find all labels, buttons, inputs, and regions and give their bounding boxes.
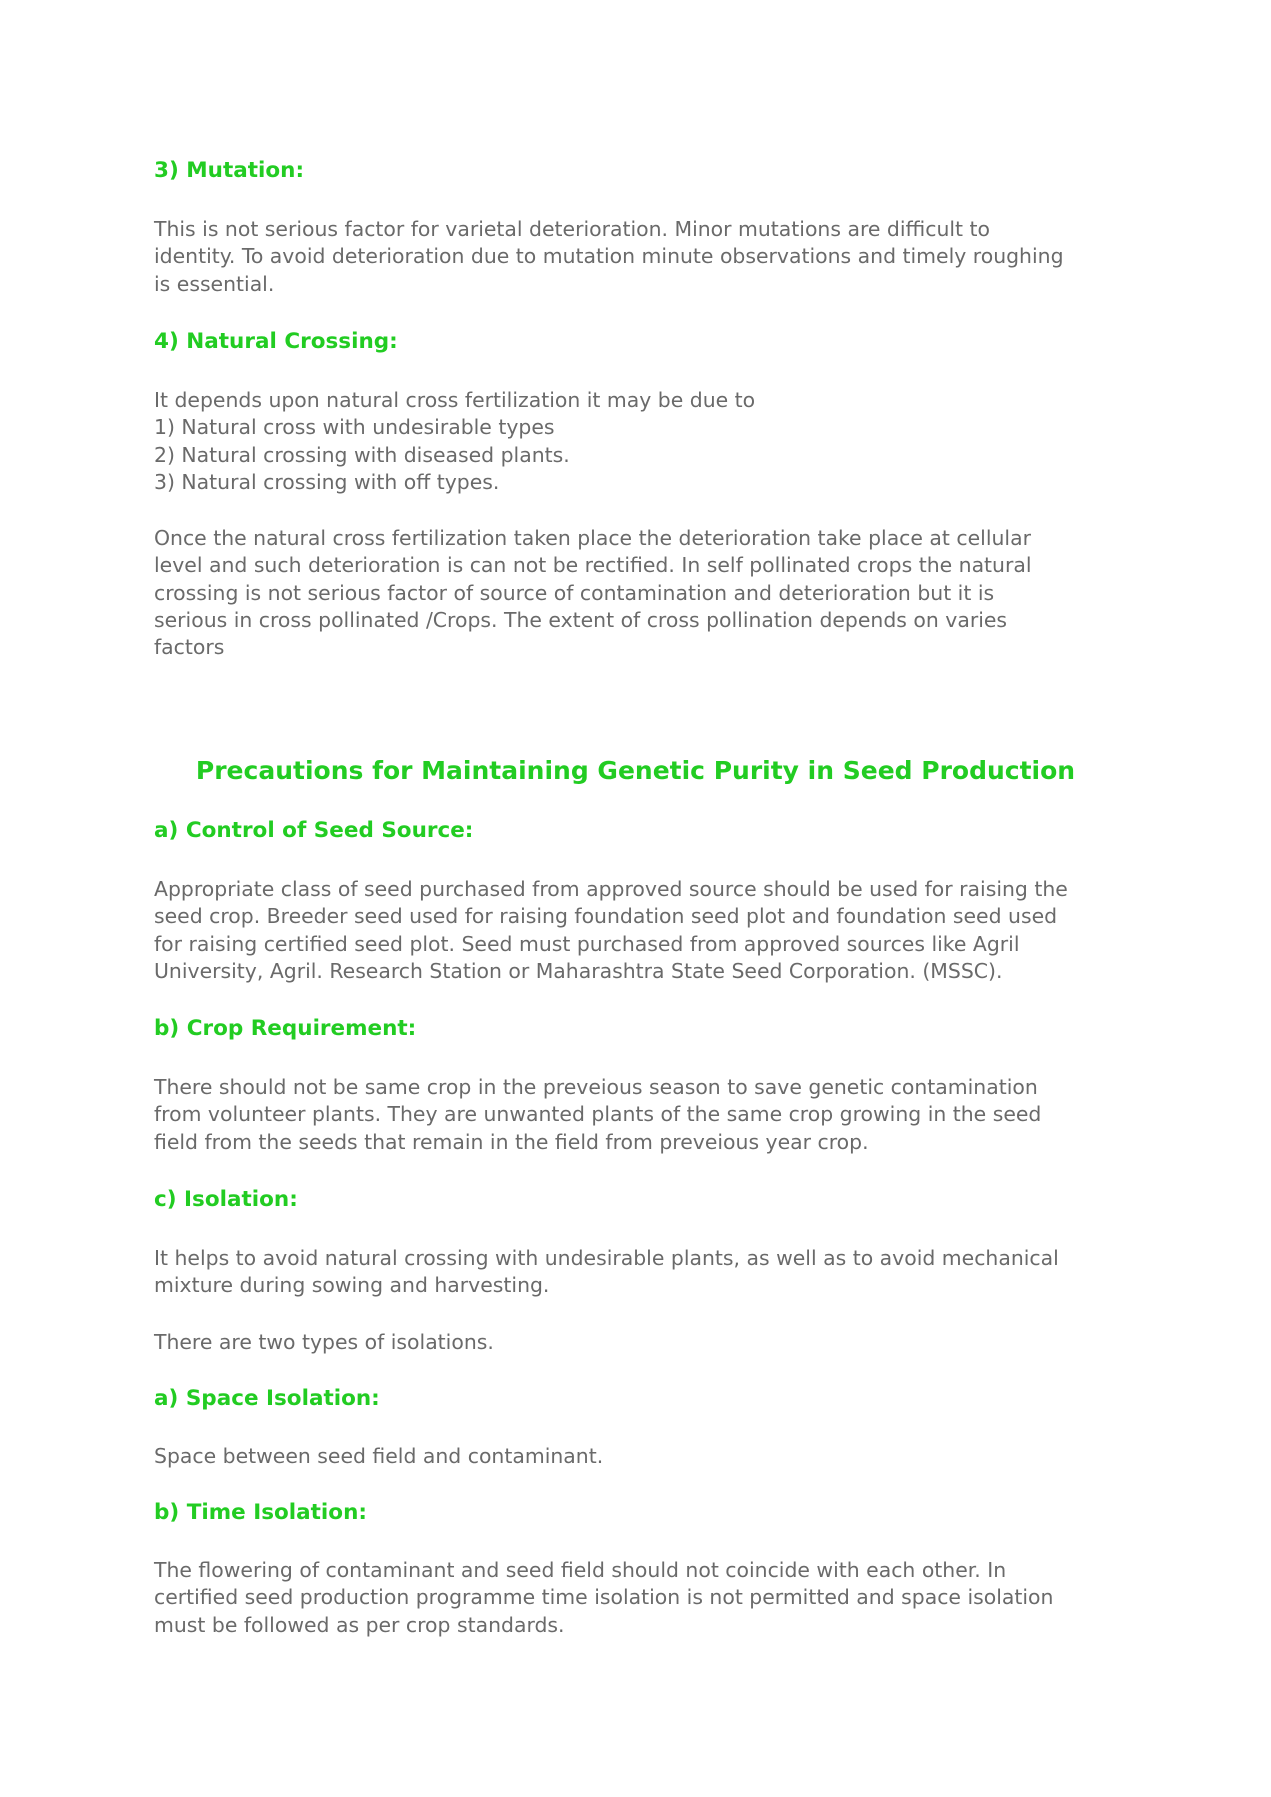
text-line: serious in cross pollinated /Crops. The extent of cross pollination depends on varies	[154, 607, 1008, 632]
natural-crossing-paragraph	[154, 525, 1032, 661]
text-line: field from the seeds that remain in the field from preveious year crop.	[154, 1129, 869, 1154]
text-line: 3) Natural crossing with off types.	[154, 469, 500, 494]
seed-source-heading: a) Control of Seed Source:	[154, 818, 474, 843]
natural-crossing-list	[154, 387, 755, 496]
text-line: University, Agril. Research Station or Maharashtra State Seed Corporation. (MSSC).	[154, 958, 1003, 983]
text-line: Once the natural cross fertilization taken place the deterioration take place at cellular	[154, 526, 1031, 550]
isolation-types-line: There are two types of isolations.	[154, 1330, 494, 1354]
text-line: crossing is not serious factor of source of contamination and deterioration but it is	[154, 580, 995, 605]
crop-requirement-heading: b) Crop Requirement:	[154, 1016, 417, 1041]
text-line: identity. To avoid deterioration due to mutation minute observations and timely roughing	[154, 244, 1064, 269]
text-line: This is not serious factor for varietal deterioration. Minor mutations are difficult to	[154, 217, 990, 241]
seed-source-paragraph	[154, 876, 1068, 985]
text-line: 2) Natural crossing with diseased plants.	[154, 442, 570, 467]
text-line: 1) Natural cross with undesirable types	[154, 415, 555, 440]
text-line: It depends upon natural cross fertilization it may be due to	[154, 388, 756, 412]
text-line: from volunteer plants. They are unwanted plants of the same crop growing in the seed	[154, 1102, 1042, 1127]
text-line: seed crop. Breeder seed used for raising foundation seed plot and foundation seed used	[154, 904, 1058, 929]
text-line: is essential.	[154, 271, 275, 296]
space-isolation-paragraph: Space between seed field and contaminant.	[154, 1444, 604, 1468]
mutation-paragraph	[154, 216, 1064, 298]
text-line: It helps to avoid natural crossing with undesirable plants, as well as to avoid mechanical	[154, 1246, 1059, 1270]
isolation-heading: c) Isolation:	[154, 1187, 298, 1212]
text-line: mixture during sowing and harvesting.	[154, 1273, 550, 1298]
precautions-title: Precautions for Maintaining Genetic Purity in Seed Production	[195, 756, 1076, 785]
text-line: Appropriate class of seed purchased from approved source should be used for raising the	[154, 877, 1068, 901]
text-line: There should not be same crop in the preveious season to save genetic contamination	[154, 1075, 1038, 1099]
mutation-heading: 3) Mutation:	[154, 158, 305, 183]
text-line: for raising certified seed plot. Seed must purchased from approved sources like Agril	[154, 931, 1020, 956]
time-isolation-heading: b) Time Isolation:	[154, 1500, 367, 1525]
space-isolation-heading: a) Space Isolation:	[154, 1386, 380, 1411]
text-line: factors	[154, 635, 225, 660]
text-line: The flowering of contaminant and seed field should not coincide with each other. In	[154, 1558, 1007, 1582]
isolation-paragraph	[154, 1245, 1059, 1300]
crop-requirement-paragraph	[154, 1074, 1041, 1156]
natural-crossing-heading: 4) Natural Crossing:	[154, 329, 398, 354]
text-line: level and such deterioration is can not be rectified. In self pollinated crops the natural	[154, 553, 1032, 578]
text-line: must be followed as per crop standards.	[154, 1612, 565, 1637]
time-isolation-paragraph	[154, 1557, 1053, 1639]
text-line: certified seed production programme time isolation is not permitted and space isolation	[154, 1585, 1054, 1610]
